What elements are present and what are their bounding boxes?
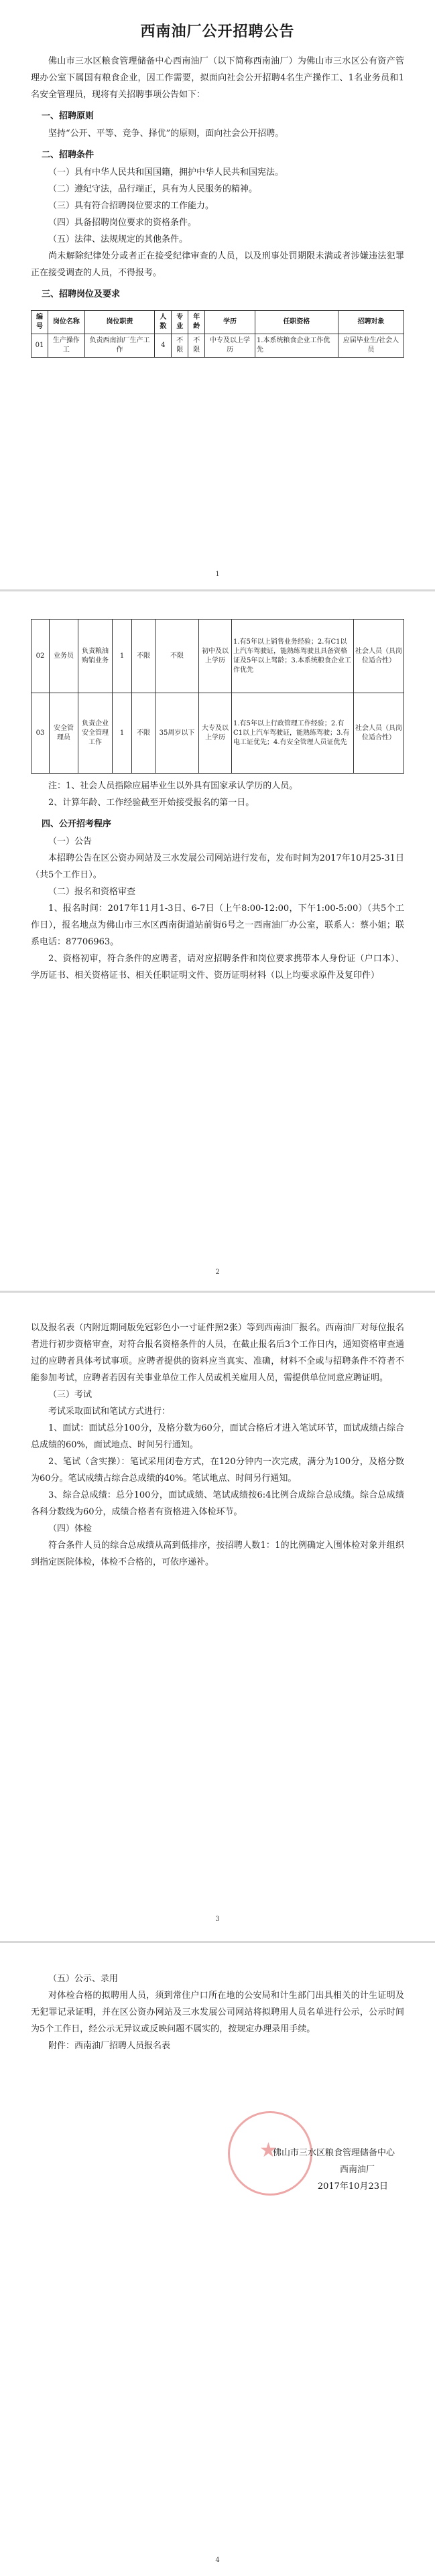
cell-count: 4 (155, 334, 172, 358)
section-1-heading: 一、招聘原则 (42, 111, 95, 121)
positions-table (31, 310, 404, 358)
table-header-cell: 任职资格 (255, 311, 338, 334)
signature-date: 2017年10月23日 (317, 2181, 388, 2192)
condition-item: （一）具有中华人民共和国国籍，拥护中华人民共和国宪法。 (48, 167, 284, 177)
page-number: 4 (215, 2557, 220, 2564)
section-2-heading: 二、招聘条件 (42, 150, 95, 160)
table-header-row (32, 311, 404, 334)
table-header-cell: 岗位名称 (48, 311, 84, 334)
cell-age: 不限 (156, 620, 199, 693)
document-page-2 (0, 592, 435, 1291)
step-heading: （二）报名和资格审查 (48, 887, 136, 897)
step-heading: （一）公告 (48, 837, 92, 847)
section-3-heading: 三、招聘岗位及要求 (42, 289, 121, 299)
cell-qual: 1.有5年以上销售业务经验；2.有C1以上汽车驾驶证，能熟练驾驶且具备资格证及5年以上驾龄；3.本系统粮食企业工作优先 (232, 620, 354, 693)
document-page-3 (0, 1293, 435, 1941)
cell-count: 1 (113, 620, 132, 693)
cell-no: 03 (32, 693, 50, 774)
table-header-cell: 岗位职责 (84, 311, 155, 334)
cell-target: 应届毕业生/社会人员 (338, 334, 403, 358)
cell-target: 社会人员（具岗位适合性） (354, 693, 404, 774)
step-text: 本招聘公告在区公资办网站及三水发展公司网站进行发布，发布时间为2017年10月25-31日（共5个工作日）。 (31, 853, 404, 880)
exam-intro: 考试采取面试和笔试方式进行： (48, 1407, 171, 1417)
page-divider (0, 589, 435, 591)
step-heading: （四）体检 (48, 1524, 92, 1534)
table-row (32, 334, 404, 358)
document-page-1 (0, 0, 435, 589)
attachment-note: 附件：西南油厂招聘人员报名表 (48, 2041, 171, 2051)
condition-item: （三）具有符合招聘岗位要求的工作能力。 (48, 201, 214, 211)
condition-item: （二）遵纪守法，品行端正，具有为人民服务的精神。 (48, 184, 258, 194)
table-header-cell: 人数 (155, 311, 172, 334)
positions-table-continued (31, 619, 404, 774)
cell-no: 01 (32, 334, 48, 358)
cell-duty: 负责粮油购销业务 (78, 620, 113, 693)
cell-edu: 初中及以上学历 (199, 620, 232, 693)
section-1-text: 坚持“公开、平等、竞争、择优”的原则，面向社会公开招聘。 (48, 129, 284, 139)
section-2-extra: 尚未解除纪律处分或者正在接受纪律审查的人员，以及刑事处罚期限未满或者涉嫌违法犯罪正在接受调查的人员，不得报考。 (31, 251, 404, 278)
cell-major: 不限 (172, 334, 188, 358)
cell-major: 不限 (132, 620, 156, 693)
cell-name: 安全管理员 (50, 693, 78, 774)
page-number: 1 (215, 571, 220, 578)
cell-no: 02 (32, 620, 50, 693)
cell-qual: 1.本系统粮食企业工作优先 (255, 334, 338, 358)
section-4-heading: 四、公开招考程序 (42, 819, 112, 829)
table-note: 2、计算年龄、工作经验截至开始接受报名的第一日。 (48, 798, 255, 808)
step-text: 1、报名时间：2017年11月1-3日、6-7日（上午8:00-12:00，下午1:00-5:00）（共5个工作日），报名地点为佛山市三水区西南街道站前街6号之一西南油厂办公室，联系人：蔡小姐；联系电话：87706963。 (31, 904, 404, 947)
signature-org: 佛山市三水区粮食管理储备中心 (272, 2148, 395, 2158)
cell-duty: 负责企业安全管理工作 (78, 693, 113, 774)
page-number: 2 (215, 1269, 220, 1276)
cell-qual: 1.有5年以上行政管理工作经验；2.有C1以上汽车驾驶证，能熟练驾驶；3.有电工证优先；4.有安全管理人员证优先 (232, 693, 354, 774)
official-seal-icon: ★ (228, 2111, 312, 2196)
step-text: 以及报名表（内附近期同版免冠彩色小一寸证件照2张）等到西南油厂报名。西南油厂对每位报名者进行初步资格审查，对符合报名资格条件的人员，在截止报名后3个工作日内，通知资格审查通过的应聘者具体考试事项。应聘者提供的资料应当真实、准确，材料不全或与招聘条件不符者不能参加考试，应聘者若因有关事业单位工作人员或机关雇用人员，需提供单位同意应聘证明。 (31, 1323, 404, 1383)
cell-major: 不限 (132, 693, 156, 774)
table-row (32, 693, 404, 774)
document-title: 西南油厂公开招聘公告 (140, 23, 295, 40)
condition-item: （五）法律、法规规定的其他条件。 (48, 234, 188, 244)
intro-paragraph: 佛山市三水区粮食管理储备中心西南油厂（以下简称西南油厂）为佛山市三水区公有资产管理办公室下属国有粮食企业，因工作需要，拟面向社会公开招聘4名生产操作工、1名业务员和1名安全管理员，现将有关招聘事项公告如下： (31, 56, 404, 100)
table-row (32, 620, 404, 693)
exam-item: 1、面试：面试总分100分，及格分数为60分，面试合格后才进入笔试环节，面试成绩占综合总成绩的60%，面试地点、时间另行通知。 (31, 1423, 404, 1450)
cell-name: 生产操作工 (48, 334, 84, 358)
step-text: 2、资格初审，符合条件的应聘者，请对应招聘条件和岗位要求携带本人身份证（户口本）、学历证书、相关资格证书、相关任职证明文件、资历证明材料（以上均要求原件及复印件） (31, 954, 404, 981)
cell-age: 不限 (188, 334, 205, 358)
document-page-4 (0, 1944, 435, 2576)
condition-item: （四）具备招聘岗位要求的资格条件。 (48, 218, 197, 228)
cell-duty: 负责西南油厂生产工作 (84, 334, 155, 358)
table-header-cell: 专业 (172, 311, 188, 334)
table-header-cell: 招聘对象 (338, 311, 403, 334)
signature-block (273, 2145, 395, 2195)
cell-edu: 中专及以上学历 (205, 334, 255, 358)
cell-target: 社会人员（具岗位适合性） (354, 620, 404, 693)
cell-age: 35周岁以下 (156, 693, 199, 774)
page-divider (0, 1941, 435, 1943)
table-header-cell: 学历 (205, 311, 255, 334)
cell-edu: 大专及以上学历 (199, 693, 232, 774)
cell-name: 业务员 (50, 620, 78, 693)
step-heading: （五）公示、录用 (48, 1974, 119, 1984)
table-header-cell: 编号 (32, 311, 48, 334)
step-text: 符合条件人员的综合总成绩从高到低排序，按招聘人数1：1的比例确定入围体检对象并组织到指定医院体检，体检不合格的，可依序递补。 (31, 1541, 404, 1567)
table-header-cell: 年龄 (188, 311, 205, 334)
table-note: 注：1、社会人员指除应届毕业生以外具有国家承认学历的人员。 (48, 781, 298, 791)
signature-unit: 西南油厂 (339, 2165, 375, 2175)
cell-count: 1 (113, 693, 132, 774)
page-number: 3 (215, 1916, 220, 1923)
step-heading: （三）考试 (48, 1390, 92, 1400)
exam-item: 2、笔试（含实操）：笔试采用闭卷方式，在120分钟内一次完成，满分为100分，及格分数为60分。笔试成绩占综合总成绩的40%。笔试地点、时间另行通知。 (31, 1457, 404, 1484)
step-text: 对体检合格的拟聘用人员，须到常住户口所在地的公安局和计生部门出具相关的计生证明及无犯罪记录证明，并在区公资办网站及三水发展公司网站将拟聘用人员名单进行公示，公示时间为5个工作日，经公示无异议或反映问题不属实的，按规定办理录用手续。 (31, 1991, 404, 2034)
exam-item: 3、综合总成绩：总分100分，面试成绩、笔试成绩按6:4比例合成综合总成绩。综合总成绩各科分数线为60分，成绩合格者有资格进入体检环节。 (31, 1490, 404, 1517)
